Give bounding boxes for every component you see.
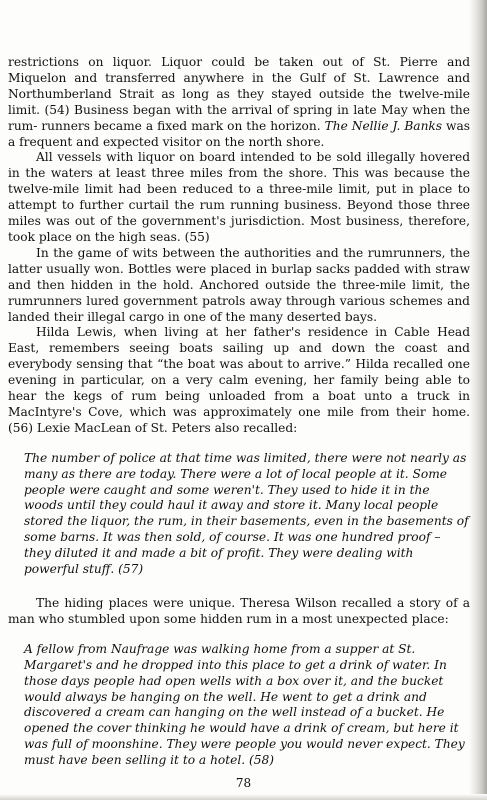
page-number: 78 bbox=[235, 776, 252, 790]
page-bottom-shadow bbox=[0, 794, 487, 800]
ship-name: The Nellie J. Banks bbox=[324, 118, 443, 133]
paragraph: All vessels with liquor on board intended to be sold illegally hovered in the waters at least three miles from the shore. This was because the twelve-mile limit had been reduced to a three-mile limit, put in place to attempt to further curtail the rum running business. Beyond those three miles was out of the government's jurisdiction. Most business, therefore, took place on the high seas. (55) bbox=[8, 150, 470, 244]
paragraph: Hilda Lewis, when living at her father's residence in Cable Head East, remembers seeing boats sailing up and down the coast and everybody sensing that “the boat was about to arrive.” Hilda recalled one evening in particular, on a very calm evening, her family being able to hear the kegs of rum being unloaded from a boat unto a truck in MacIntyre's Cove, which was approximately one mile from their home. (56) Lexie MacLean of St. Peters also recalled: bbox=[8, 325, 470, 435]
body-text bbox=[8, 55, 470, 787]
block-quote: The number of police at that time was limited, there were not nearly as many as there are today. There were a lot of local people at it. Some people were caught and some weren't. They used to hide it in the woods until they could haul it away and store it. Many local people stored the liquor, the rum, in their basements, even in the basements of some barns. It was then sold, of course. It was one hundred proof – they diluted it and made a bit of profit. They were dealing with powerful stuff. (57) bbox=[24, 450, 469, 577]
paragraph bbox=[8, 55, 470, 150]
paragraph-text: restrictions on liquor. Liquor could be taken out of St. Pierre and Miquelon and transferred anywhere in the Gulf of St. Lawrence and Northumberland Strait as long as they stayed outside the twelve-mile limit. (54) Business began with the arrival of spring in late May when the rum- runners became a fixed mark on the horizon. bbox=[8, 55, 470, 133]
paragraph: In the game of wits between the authorities and the rumrunners, the latter usually won. Bottles were placed in burlap sacks padded with straw and then hidden in the hold. Anchored outside the three-mile limit, the rumrunners lured government patrols away through various schemes and landed their illegal cargo in one of the many deserted bays. bbox=[8, 245, 470, 324]
paragraph-text: was a frequent and expected visitor on the north shore. bbox=[8, 118, 470, 149]
page-edge-shadow bbox=[469, 0, 487, 800]
block-quote: A fellow from Naufrage was walking home from a supper at St. Margaret's and he dropped into this place to get a drink of water. In those days people had open wells with a box over it, and the bucket would always be hanging on the well. He went to get a drink and discovered a cream can hanging on the well instead of a bucket. He opened the cover thinking he would have a drink of cream, but here it was full of moonshine. They were people you would never expect. They must have been selling it to a hotel. (58) bbox=[24, 641, 465, 768]
paragraph: The hiding places were unique. Theresa Wilson recalled a story of a man who stumbled upon some hidden rum in a most unexpected place: bbox=[8, 596, 470, 626]
